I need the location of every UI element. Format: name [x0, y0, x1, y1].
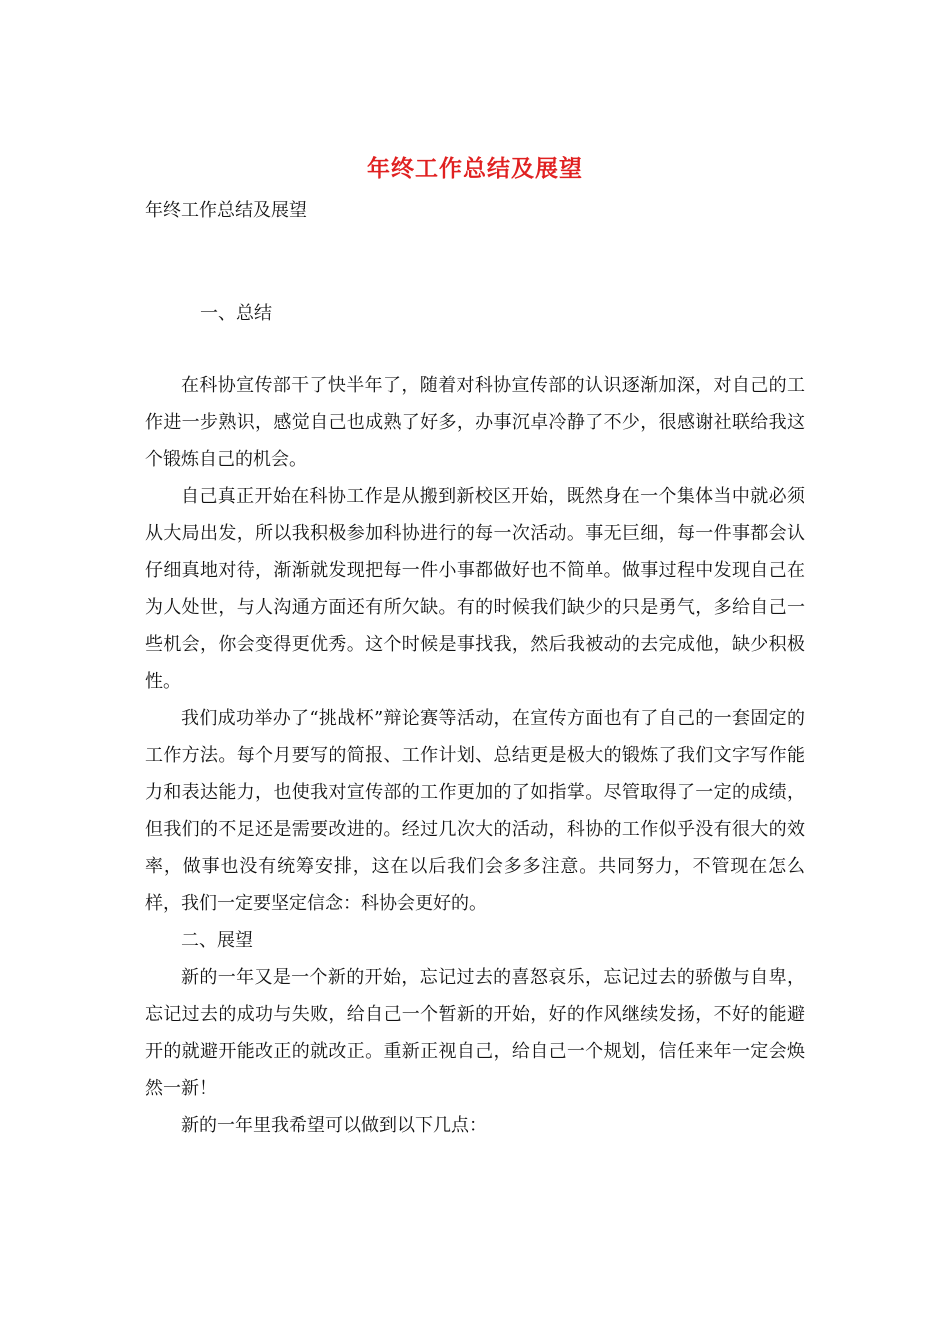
paragraph: 我们成功举办了“挑战杯”辩论赛等活动，在宣传方面也有了自己的一套固定的工作方法。每个月要写的简报、工作计划、总结更是极大的锻炼了我们文字写作能力和表达能力，也使我对宣传部的工作更加的了如指掌。尽管取得了一定的成绩，但我们的不足还是需要改进的。经过几次大的活动，科协的工作似乎没有很大的效率，做事也没有统筹安排，这在以后我们会多多注意。共同努力，不管现在怎么样，我们一定要坚定信念：科协会更好的。	[145, 708, 805, 914]
paragraph: 在科协宣传部干了快半年了，随着对科协宣传部的认识逐渐加深，对自己的工作进一步熟识，感觉自己也成熟了好多，办事沉卓冷静了不少，很感谢社联给我这个锻炼自己的机会。	[145, 375, 805, 470]
section-heading-outlook: 二、展望	[181, 930, 253, 951]
document-body	[145, 367, 805, 1144]
document-title: 年终工作总结及展望	[367, 155, 583, 182]
paragraph: 自己真正开始在科协工作是从搬到新校区开始，既然身在一个集体当中就必须从大局出发，所以我积极参加科协进行的每一次活动。事无巨细，每一件事都会认仔细真地对待，渐渐就发现把每一件小事都做好也不简单。做事过程中发现自己在为人处世，与人沟通方面还有所欠缺。有的时候我们缺少的只是勇气，多给自己一些机会，你会变得更优秀。这个时候是事找我，然后我被动的去完成他，缺少积极性。	[145, 486, 805, 692]
paragraph: 新的一年又是一个新的开始，忘记过去的喜怒哀乐，忘记过去的骄傲与自卑，忘记过去的成功与失败，给自己一个暂新的开始，好的作风继续发扬，不好的能避开的就避开能改正的就改正。重新正视自己，给自己一个规划，信任来年一定会焕然一新！	[145, 967, 805, 1099]
paragraph: 新的一年里我希望可以做到以下几点：	[181, 1115, 487, 1136]
document-subtitle: 年终工作总结及展望	[145, 200, 307, 221]
section-heading-summary: 一、总结	[200, 303, 272, 324]
